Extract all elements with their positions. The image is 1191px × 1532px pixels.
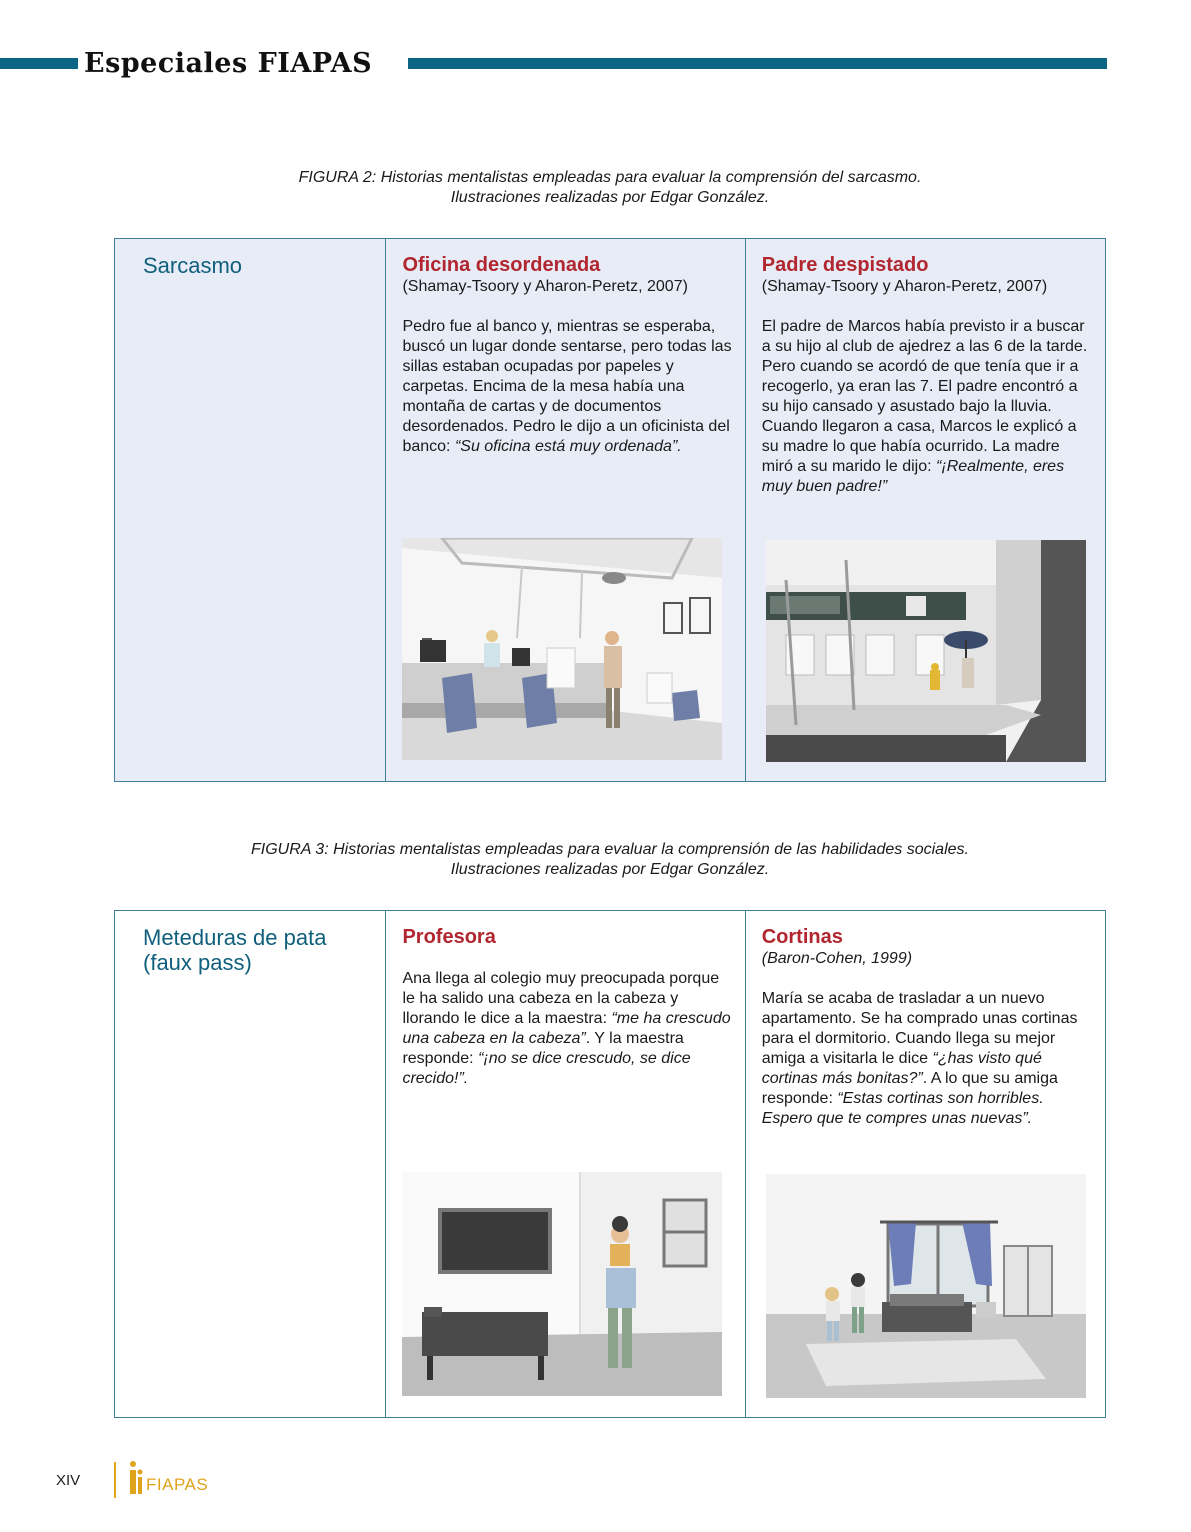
story-title: Oficina desordenada <box>402 254 601 276</box>
figure2-caption-line1: FIGURA 2: Historias mentalistas empleadas para evaluar la comprensión del sarcasmo. <box>298 169 922 186</box>
story-quote: “Su oficina está muy ordenada”. <box>454 438 682 455</box>
story-text-body: . Y la maestra responde: <box>402 1030 684 1067</box>
header-bar-left <box>0 58 78 69</box>
office-illustration <box>402 538 722 760</box>
footer-divider <box>114 1462 116 1498</box>
story-title: Cortinas <box>761 926 843 948</box>
story-reference: (Shamay-Tsoory y Aharon-Peretz, 2007) <box>761 278 1048 295</box>
story-title: Padre despistado <box>761 254 929 276</box>
story-text-body: María se acaba de trasladar a un nuevo apartamento. Se ha comprado unas cortinas para el dormitorio. Cuando llega su mejor amiga a visitarla le dice <box>761 990 1078 1067</box>
figure2-caption <box>114 168 1106 208</box>
figure3-caption <box>114 840 1106 880</box>
fiapas-logo-icon <box>128 1460 144 1494</box>
story-quote: “¡Realmente, eres muy buen padre!” <box>761 458 1065 495</box>
story-reference: (Baron-Cohen, 1999) <box>761 950 913 967</box>
figure3-story2-cell <box>746 911 1105 1417</box>
figure2-table <box>114 238 1106 782</box>
category-label <box>143 925 326 975</box>
story-text <box>762 989 1092 1129</box>
header-bar-right <box>408 58 1107 69</box>
fiapas-logo <box>128 1460 208 1494</box>
category-label-line1: Meteduras de pata <box>143 925 327 950</box>
story-text-body: El padre de Marcos había previsto ir a buscar a su hijo al club de ajedrez a las 6 de la tarde. Pero cuando se acordó de que tenía que ir a recogerlo, ya eran las 7. El padre encontró a su hijo cansado y asustado bajo la lluvia. Cuando llegaron a casa, Marcos le explicó a su madre lo que había ocurrido. La madre miró a su marido le dijo: <box>761 318 1088 475</box>
figure2-story1-cell <box>386 239 745 781</box>
figure2-caption-line2: Ilustraciones realizadas por Edgar González. <box>450 189 770 206</box>
figure3-category-cell <box>115 911 386 1417</box>
figure2-category-cell <box>115 239 386 781</box>
story-text-body: Ana llega al colegio muy preocupada porque le ha salido una cabeza en la cabeza y llorando le dice a la maestra: <box>402 970 720 1027</box>
story-reference: (Shamay-Tsoory y Aharon-Peretz, 2007) <box>402 278 688 295</box>
story-text-body: . A lo que su amiga responde: <box>761 1070 1058 1107</box>
story-title: Profesora <box>402 926 496 948</box>
figure3-caption-line1: FIGURA 3: Historias mentalistas empleadas para evaluar la comprensión de las habilidades sociales. <box>251 841 969 858</box>
category-label: Sarcasmo <box>143 253 243 278</box>
page-number: XIV <box>56 1472 81 1489</box>
story-quote: “¡no se dice crescudo, se dice crecido!”. <box>402 1050 691 1087</box>
story-quote: “¿has visto qué cortinas más bonitas?” <box>761 1050 1042 1087</box>
figure3-caption-line2: Ilustraciones realizadas por Edgar González. <box>450 861 770 878</box>
story-text <box>762 317 1092 497</box>
category-label-line2: (faux pass) <box>143 950 252 975</box>
bedroom-illustration <box>766 1174 1086 1398</box>
fiapas-logo-text: FIAPAS <box>146 1475 209 1494</box>
figure3-table <box>114 910 1106 1418</box>
figure3-story1-cell <box>386 911 745 1417</box>
figure2-story2-cell <box>746 239 1105 781</box>
story-text <box>402 969 732 1089</box>
section-title: Especiales FIAPAS <box>84 48 373 79</box>
classroom-illustration <box>402 1172 722 1396</box>
story-text-body: Pedro fue al banco y, mientras se esperaba, buscó un lugar donde sentarse, pero todas las sillas estaban ocupadas por papeles y carpetas. Encima de la mesa había una montaña de cartas y de documentos desordenados. Pedro le dijo a un oficinista del banco: <box>402 318 732 455</box>
story-text <box>402 317 732 457</box>
street-illustration <box>766 540 1086 762</box>
story-quote: “me ha crescudo una cabeza en la cabeza” <box>402 1010 731 1047</box>
story-quote: “Estas cortinas son horribles. Espero que te compres unas nuevas”. <box>761 1090 1044 1127</box>
